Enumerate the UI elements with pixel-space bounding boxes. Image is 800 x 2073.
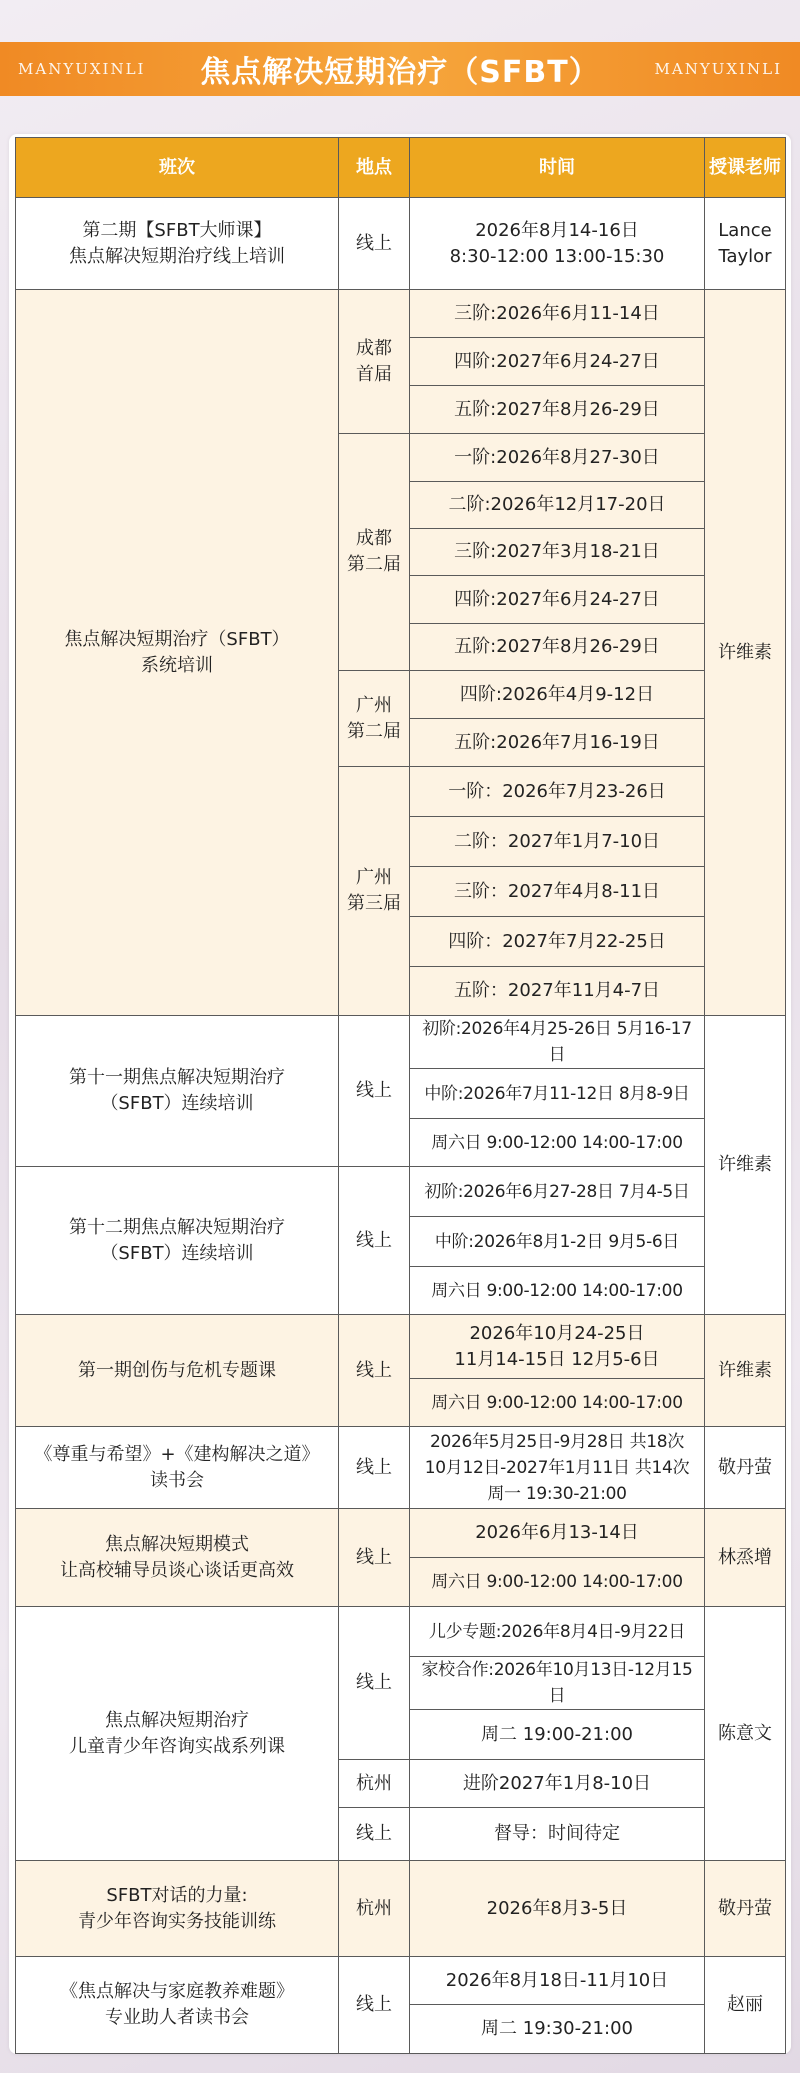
time-cell: 中阶:2026年8月1-2日 9月5-6日 — [410, 1217, 705, 1267]
place-cell: 线上 — [339, 198, 410, 290]
teacher-cell — [705, 198, 786, 290]
place-cell — [339, 434, 410, 671]
header-place: 地点 — [339, 138, 410, 198]
time-cell: 四阶:2026年4月9-12日 — [410, 671, 705, 719]
header-teacher: 授课老师 — [705, 138, 786, 198]
time-cell: 周六日 9:00-12:00 14:00-17:00 — [410, 1558, 705, 1607]
course-line: SFBT对话的力量: — [106, 1884, 248, 1906]
course-line: 儿童青少年咨询实战系列课 — [69, 1735, 285, 1757]
banner-left-text: MANYUXINLI — [18, 60, 146, 78]
page-title: 焦点解决短期治疗（SFBT） — [200, 55, 600, 90]
teacher-cell: 林烝增 — [705, 1509, 786, 1607]
place-line: 第二届 — [347, 720, 401, 742]
header-time: 时间 — [410, 138, 705, 198]
teacher-cell: 许维素 — [705, 1016, 786, 1315]
time-line: 10月12日-2027年1月11日 共14次 — [424, 1457, 690, 1478]
place-cell: 线上 — [339, 1167, 410, 1315]
time-cell: 家校合作:2026年10月13日-12月15日 — [410, 1657, 705, 1710]
teacher-cell: 许维素 — [705, 1315, 786, 1427]
time-cell: 四阶:2027年6月24-27日 — [410, 576, 705, 624]
time-cell: 周二 19:30-21:00 — [410, 2005, 705, 2054]
course-line: 让高校辅导员谈心谈话更高效 — [60, 1559, 294, 1581]
time-cell: 三阶:2026年6月11-14日 — [410, 290, 705, 338]
place-line: 成都 — [356, 337, 392, 359]
course-line: 《焦点解决与家庭教养难题》 — [60, 1981, 294, 2002]
teacher-cell: 敬丹萤 — [705, 1861, 786, 1957]
time-cell: 周六日 9:00-12:00 14:00-17:00 — [410, 1119, 705, 1167]
time-cell: 四阶:2027年6月24-27日 — [410, 338, 705, 386]
title-banner — [0, 42, 800, 96]
place-cell: 线上 — [339, 1315, 410, 1427]
time-cell: 周六日 9:00-12:00 14:00-17:00 — [410, 1379, 705, 1427]
time-line: 周一 19:30-21:00 — [487, 1483, 627, 1504]
place-cell — [339, 290, 410, 434]
time-cell: 一阶:2026年8月27-30日 — [410, 434, 705, 482]
time-cell — [410, 1427, 705, 1509]
teacher-cell: 赵丽 — [705, 1957, 786, 2054]
course-line: 专业助人者读书会 — [105, 2007, 249, 2028]
place-line: 首届 — [356, 363, 392, 385]
time-cell — [410, 198, 705, 290]
table-row — [16, 198, 786, 290]
place-cell: 线上 — [339, 1957, 410, 2054]
time-cell: 中阶:2026年7月11-12日 8月8-9日 — [410, 1069, 705, 1119]
time-cell: 督导：时间待定 — [410, 1808, 705, 1861]
time-cell: 三阶：2027年4月8-11日 — [410, 867, 705, 917]
teacher-cell: 敬丹萤 — [705, 1427, 786, 1509]
time-cell: 五阶:2026年7月16-19日 — [410, 719, 705, 767]
course-line: 读书会 — [150, 1469, 204, 1491]
time-cell: 二阶:2026年12月17-20日 — [410, 482, 705, 529]
teacher-cell: 陈意文 — [705, 1607, 786, 1861]
table-row — [16, 1016, 786, 1069]
time-cell: 二阶：2027年1月7-10日 — [410, 817, 705, 867]
course-cell — [16, 198, 339, 290]
time-line: 11月14-15日 12月5-6日 — [454, 1348, 660, 1370]
course-cell — [16, 290, 339, 1016]
time-cell: 儿少专题:2026年8月4日-9月22日 — [410, 1607, 705, 1657]
table-row — [16, 1861, 786, 1957]
time-cell: 四阶：2027年7月22-25日 — [410, 917, 705, 967]
place-line: 第二届 — [347, 554, 401, 575]
course-line: 青少年咨询实务技能训练 — [78, 1910, 276, 1932]
time-line: 2026年5月25日-9月28日 共18次 — [429, 1431, 685, 1452]
time-line: 2026年10月24-25日 — [469, 1322, 645, 1344]
time-cell: 2026年8月18日-11月10日 — [410, 1957, 705, 2005]
place-cell: 杭州 — [339, 1760, 410, 1808]
time-cell: 初阶:2026年4月25-26日 5月16-17日 — [410, 1016, 705, 1069]
teacher-line: Lance — [718, 219, 772, 241]
place-cell: 线上 — [339, 1509, 410, 1607]
course-cell — [16, 1607, 339, 1861]
place-cell: 线上 — [339, 1427, 410, 1509]
table-row — [16, 1315, 786, 1379]
table-row — [16, 1509, 786, 1558]
time-cell: 2026年8月3-5日 — [410, 1861, 705, 1957]
time-cell: 周六日 9:00-12:00 14:00-17:00 — [410, 1267, 705, 1315]
course-line: （SFBT）连续培训 — [100, 1093, 254, 1114]
course-line: 第二期【SFBT大师课】 — [82, 219, 272, 241]
place-line: 广州 — [356, 867, 392, 888]
place-cell: 线上 — [339, 1016, 410, 1167]
time-line: 8:30-12:00 13:00-15:30 — [449, 245, 665, 267]
course-line: 第十一期焦点解决短期治疗 — [69, 1067, 285, 1088]
place-line: 广州 — [356, 694, 392, 716]
course-cell — [16, 1427, 339, 1509]
course-line: 焦点解决短期模式 — [105, 1533, 249, 1555]
place-cell — [339, 671, 410, 767]
table-header-row — [16, 138, 786, 198]
time-cell: 五阶：2027年11月4-7日 — [410, 967, 705, 1016]
place-cell — [339, 767, 410, 1016]
time-cell: 三阶:2027年3月18-21日 — [410, 529, 705, 576]
course-cell — [16, 1957, 339, 2054]
table-row — [16, 290, 786, 338]
time-line: 2026年8月14-16日 — [475, 219, 639, 241]
place-line: 第三届 — [347, 893, 401, 914]
course-line: 第十二期焦点解决短期治疗 — [69, 1216, 285, 1238]
place-cell: 杭州 — [339, 1861, 410, 1957]
place-cell: 线上 — [339, 1808, 410, 1861]
place-line: 成都 — [356, 528, 392, 549]
table-row — [16, 1957, 786, 2005]
course-line: 焦点解决短期治疗 — [105, 1709, 249, 1731]
time-cell: 五阶:2027年8月26-29日 — [410, 624, 705, 671]
course-cell — [16, 1509, 339, 1607]
table-row — [16, 1427, 786, 1509]
course-cell — [16, 1167, 339, 1315]
table-row — [16, 1167, 786, 1217]
course-cell — [16, 1016, 339, 1167]
place-cell: 线上 — [339, 1607, 410, 1760]
time-cell: 进阶2027年1月8-10日 — [410, 1760, 705, 1808]
teacher-line: Taylor — [718, 245, 772, 267]
time-cell: 2026年6月13-14日 — [410, 1509, 705, 1558]
time-cell: 一阶：2026年7月23-26日 — [410, 767, 705, 817]
course-cell — [16, 1861, 339, 1957]
teacher-cell: 许维素 — [705, 290, 786, 1016]
course-cell: 第一期创伤与危机专题课 — [16, 1315, 339, 1427]
time-cell: 五阶:2027年8月26-29日 — [410, 386, 705, 434]
course-line: 《尊重与希望》+《建构解决之道》 — [34, 1443, 320, 1465]
header-course: 班次 — [16, 138, 339, 198]
course-line: （SFBT）连续培训 — [100, 1242, 254, 1264]
banner-right-text: MANYUXINLI — [654, 60, 782, 78]
time-cell — [410, 1315, 705, 1379]
time-cell: 初阶:2026年6月27-28日 7月4-5日 — [410, 1167, 705, 1217]
course-line: 焦点解决短期治疗（SFBT） — [64, 628, 290, 650]
course-line: 系统培训 — [141, 654, 213, 676]
course-line: 焦点解决短期治疗线上培训 — [69, 245, 285, 267]
schedule-table — [15, 137, 786, 2054]
table-row — [16, 1607, 786, 1657]
time-cell: 周二 19:00-21:00 — [410, 1710, 705, 1760]
